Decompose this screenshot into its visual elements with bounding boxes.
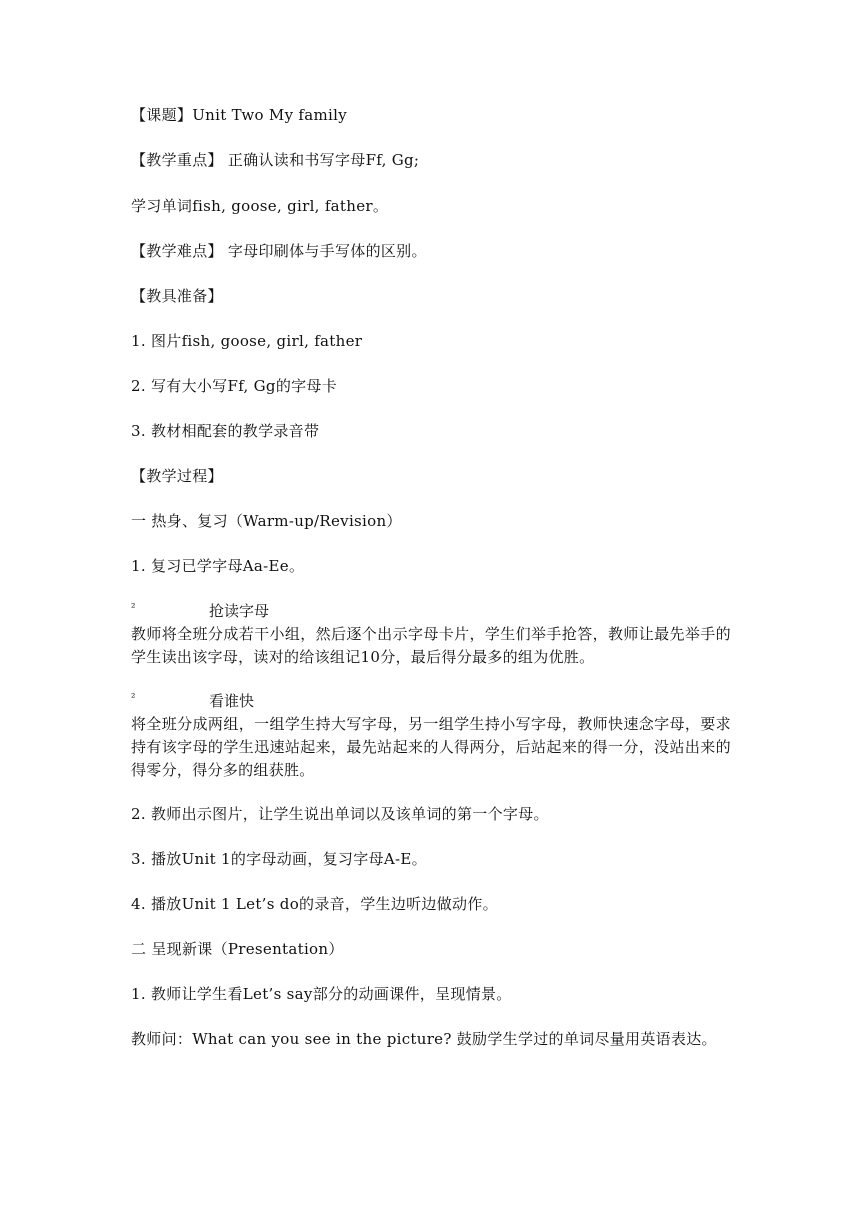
lesson-title: 【课题】Unit Two My family	[131, 106, 347, 124]
presentation-step-1: 1. 教师让学生看Let’s say部分的动画课件，呈现情景。	[131, 985, 512, 1003]
vocabulary-line: 学习单词fish, goose, girl, father。	[131, 197, 389, 215]
prep-heading: 【教具准备】	[131, 287, 223, 305]
warmup-step-1: 1. 复习已学字母Aa-Ee。	[131, 557, 305, 575]
warmup-step-2: 2. 教师出示图片，让学生说出单词以及该单词的第一个字母。	[131, 805, 549, 823]
warmup-step-4: 4. 播放Unit 1 Let’s do的录音，学生边听边做动作。	[131, 895, 498, 913]
game-2-title: 看谁快	[209, 692, 255, 710]
bullet-marker: ²	[131, 691, 136, 704]
section-presentation: 二 呈现新课（Presentation）	[131, 940, 344, 958]
game-1-text: 教师将全班分成若干小组，然后逐个出示字母卡片，学生们举手抢答，教师让最先举手的学生读出该字母，读对的给该组记10分，最后得分最多的组为优胜。	[131, 625, 731, 666]
prep-item-3: 3. 教材相配套的教学录音带	[131, 422, 320, 440]
game-1-title: 抢读字母	[209, 602, 270, 620]
difficulty: 【教学难点】 字母印刷体与手写体的区别。	[131, 242, 427, 260]
presentation-step-2: 教师问：What can you see in the picture? 鼓励学生学过的单词尽量用英语表达。	[131, 1030, 717, 1048]
prep-item-2: 2. 写有大小写Ff, Gg的字母卡	[131, 377, 338, 395]
prep-item-1: 1. 图片fish, goose, girl, father	[131, 332, 363, 350]
process-heading: 【教学过程】	[131, 467, 223, 485]
section-warmup: 一 热身、复习（Warm-up/Revision）	[131, 512, 402, 530]
bullet-marker: ²	[131, 601, 136, 614]
warmup-step-3: 3. 播放Unit 1的字母动画，复习字母A-E。	[131, 850, 427, 868]
key-points: 【教学重点】 正确认读和书写字母Ff, Gg;	[131, 151, 420, 169]
game-2-text: 将全班分成两组，一组学生持大写字母，另一组学生持小写字母，教师快速念字母，要求持有该字母的学生迅速站起来，最先站起来的人得两分，后站起来的得一分，没站出来的得零分，得分多的组获胜。	[131, 715, 731, 779]
